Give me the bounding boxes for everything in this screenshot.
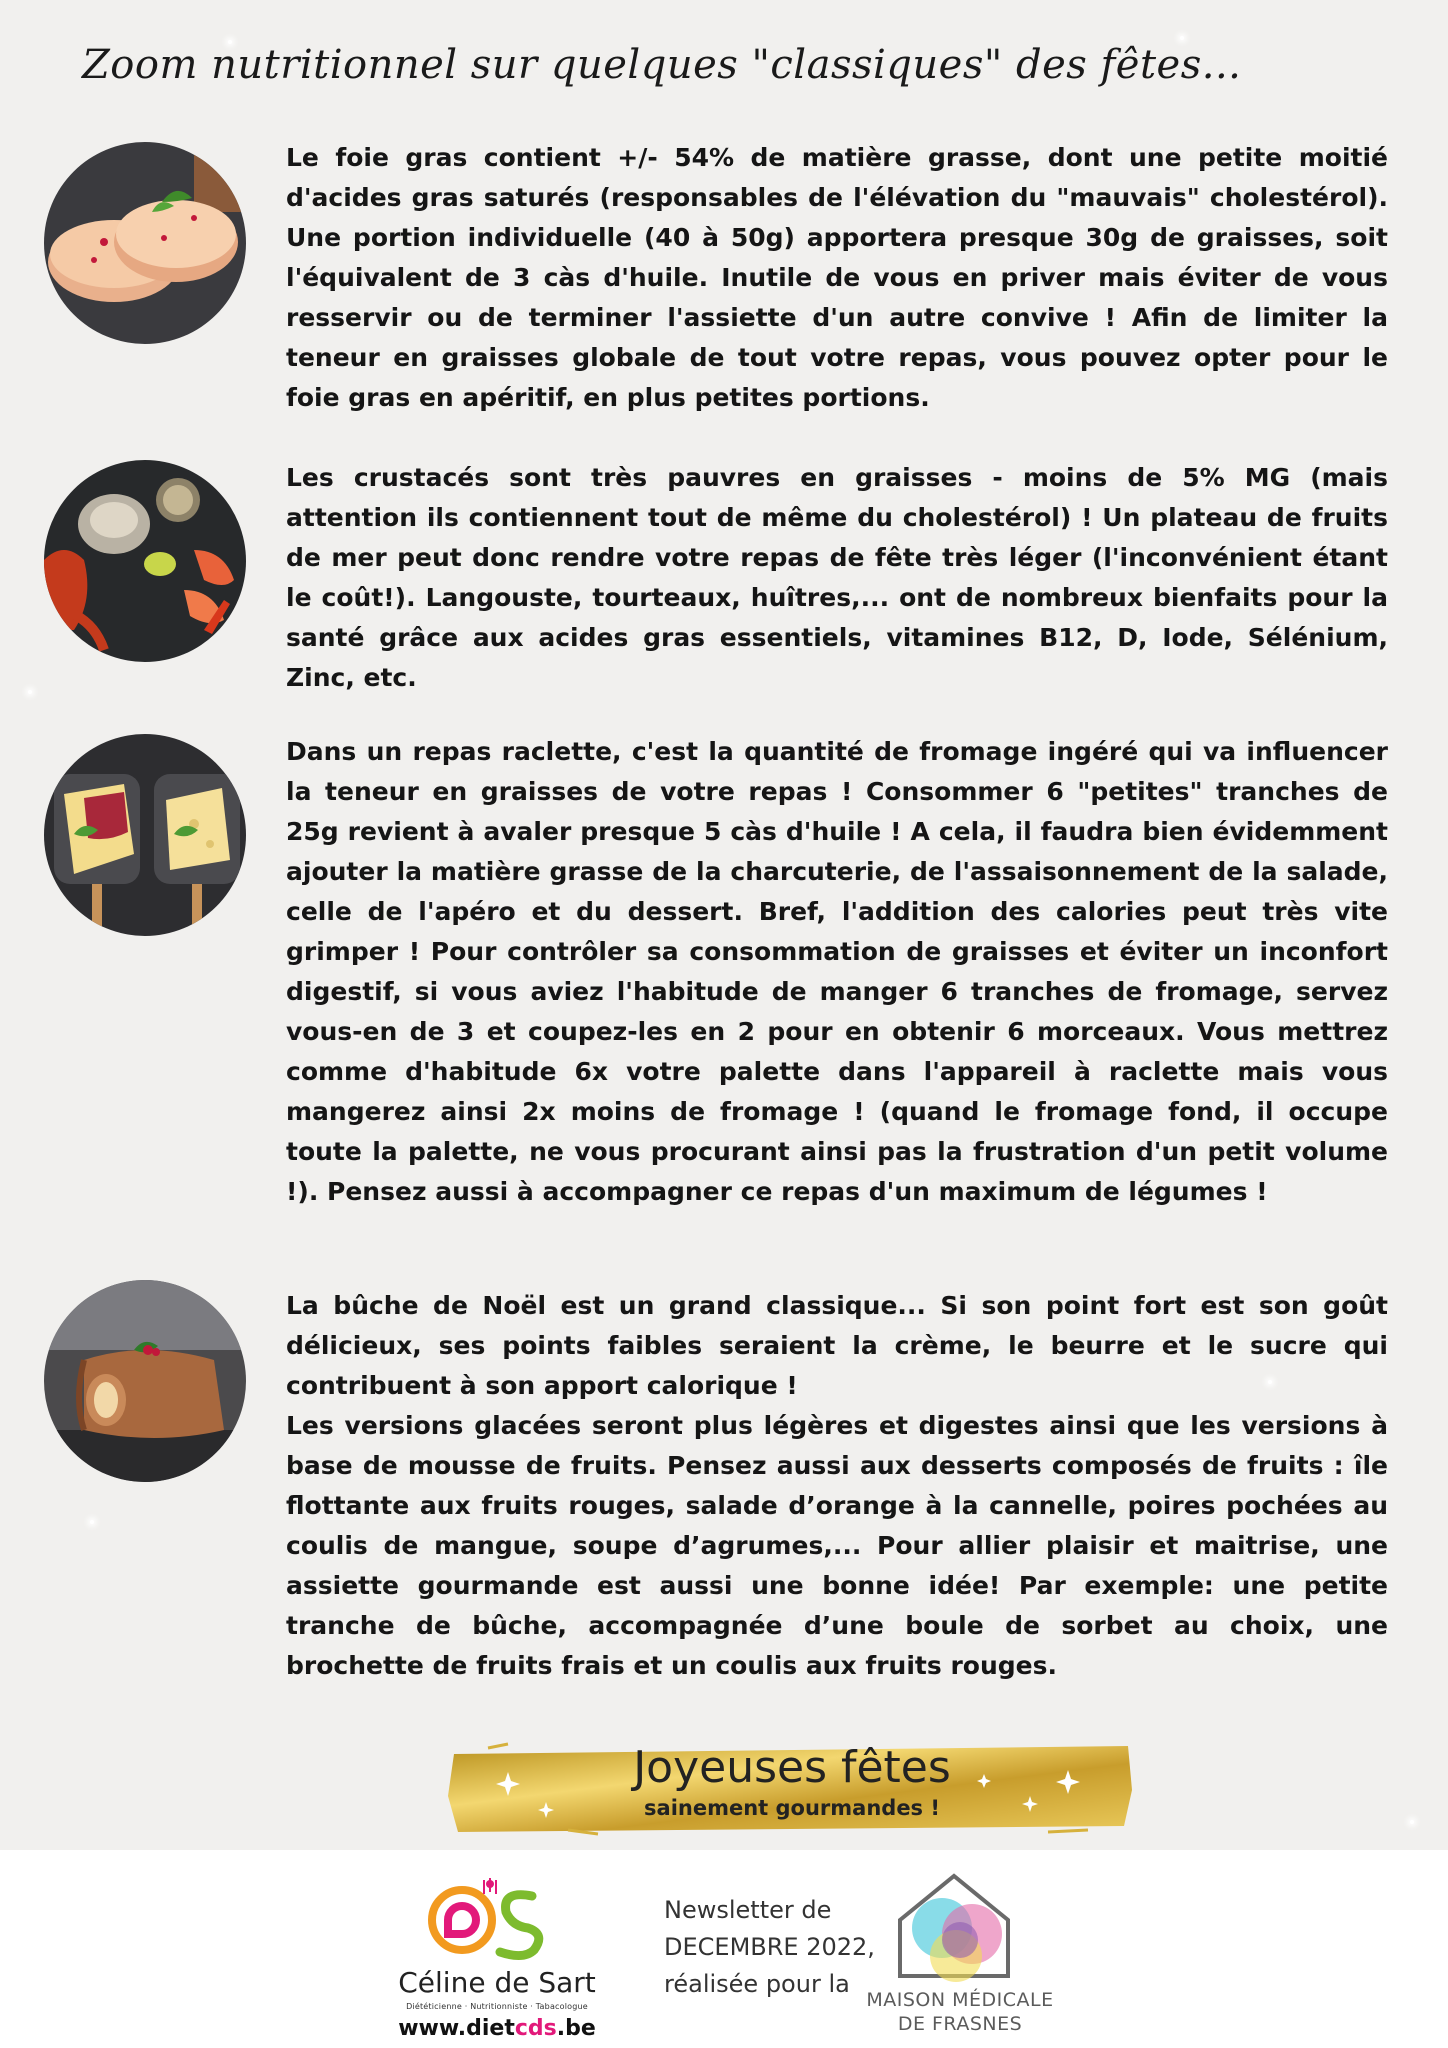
page-title: Zoom nutritionnel sur quelques "classiques" des fêtes... — [82, 42, 1242, 88]
newsletter-line: Newsletter de — [664, 1896, 832, 1924]
section-text: La bûche de Noël est un grand classique... Si son point fort est son goût délicieux, ses points faibles seraient la crème, le beurre et le sucre qui contribuent à son apport calorique ! — [286, 1291, 1388, 1400]
brand-subtitle: Diététicienne · Nutritionniste · Tabacologue — [406, 2002, 588, 2011]
sparkle-decoration — [1180, 36, 1184, 40]
url-suffix: .be — [556, 2016, 596, 2041]
house-logo-icon — [860, 1864, 1060, 1984]
sparkle-decoration — [1410, 1820, 1414, 1824]
maison-line: MAISON MÉDICALE — [866, 1989, 1054, 2011]
footer — [0, 1850, 1448, 2048]
section-text: Les versions glacées seront plus légères et digestes ainsi que les versions à base de mousse de fruits. Pensez aussi aux desserts composés de fruits : île flottante aux fruits rouges, salade d’orange à la cannelle, poires pochées au coulis de mangue, soupe d’agrumes,... Pour allier plaisir et maitrise, une assiette gourmande est aussi une bonne idée! Par exemple: une petite tranche de bûche, accompagnée d’une boule de sorbet au choix, une brochette de fruits frais et un coulis aux fruits rouges. — [286, 1411, 1388, 1680]
seafood-paragraph — [286, 458, 1388, 698]
maison-medicale-logo — [860, 1864, 1060, 2044]
newsletter-line: DECEMBRE 2022, — [664, 1933, 875, 1961]
section-text: Les crustacés sont très pauvres en graisses - moins de 5% MG (mais attention ils contiennent tout de même du cholestérol) ! Un plateau de fruits de mer peut donc rendre votre repas de fête très léger (l'inconvénient étant le coût!). Langouste, tourteaux, huîtres,... ont de nombreux bienfaits pour la santé grâce aux acides gras essentiels, vitamines B12, D, Iode, Sélénium, Zinc, etc. — [286, 463, 1388, 692]
newsletter-info — [664, 1892, 875, 2003]
section-text: Le foie gras contient +/- 54% de matière grasse, dont une petite moitié d'acides gras saturés (responsables de l'élévation du "mauvais" cholestérol). Une portion individuelle (40 à 50g) apportera presque 30g de graisses, soit l'équivalent de 3 càs d'huile. Inutile de vous en priver mais éviter de vous resservir ou de terminer l'assiette d'un autre convive ! Afin de limiter la teneur en graisses globale de tout votre repas, vous pouvez opter pour le foie gras en apéritif, en plus petites portions. — [286, 143, 1388, 412]
url-accent: cds — [514, 2016, 557, 2041]
joyeuses-fetes-banner — [448, 1740, 1136, 1836]
foie-gras-paragraph — [286, 138, 1388, 418]
url-prefix: www.diet — [398, 2016, 515, 2041]
section-text: Dans un repas raclette, c'est la quantité de fromage ingéré qui va influencer la teneur en graisses de votre repas ! Consommer 6 "petites" tranches de 25g revient à avaler presque 5 càs d'huile ! A cela, il faudra bien évidemment ajouter la matière grasse de la charcuterie, de l'assaisonnement de la salade, celle de l'apéro et du dessert. Bref, l'addition des calories peut très vite grimper ! Pour contrôler sa consommation de graisses et éviter un inconfort digestif, si vous aviez l'habitude de manger 6 tranches de fromage, servez vous-en de 3 et coupez-les en 2 pour en obtenir 6 morceaux. Vous mettrez comme d'habitude 6x votre palette dans l'appareil à raclette mais vous mangerez ainsi 2x moins de fromage ! (quand le fromage fond, il occupe toute la palette, ne vous procurant ainsi pas la frustration d'un petit volume !). Pensez aussi à accompagner ce repas d'un maximum de légumes ! — [286, 737, 1388, 1206]
sparkle-decoration — [28, 690, 32, 694]
brand-name: Céline de Sart — [398, 1966, 596, 1999]
banner-subtitle: sainement gourmandes ! — [644, 1796, 940, 1820]
maison-line: DE FRASNES — [897, 2013, 1023, 2035]
celine-de-sart-logo — [392, 1868, 602, 2044]
maison-medicale-name — [860, 1988, 1060, 2036]
banner-title: Joyeuses fêtes — [633, 1742, 951, 1793]
buche-paragraph — [286, 1286, 1388, 1686]
seafood-image — [44, 460, 246, 662]
cds-logo-icon — [392, 1868, 602, 1968]
sparkle-decoration — [90, 1520, 94, 1524]
website-link[interactable] — [392, 2016, 602, 2041]
raclette-image — [44, 734, 246, 936]
foie-gras-image — [44, 142, 246, 344]
raclette-paragraph — [286, 732, 1388, 1212]
newsletter-line: réalisée pour la — [664, 1970, 850, 1998]
buche-image — [44, 1280, 246, 1482]
